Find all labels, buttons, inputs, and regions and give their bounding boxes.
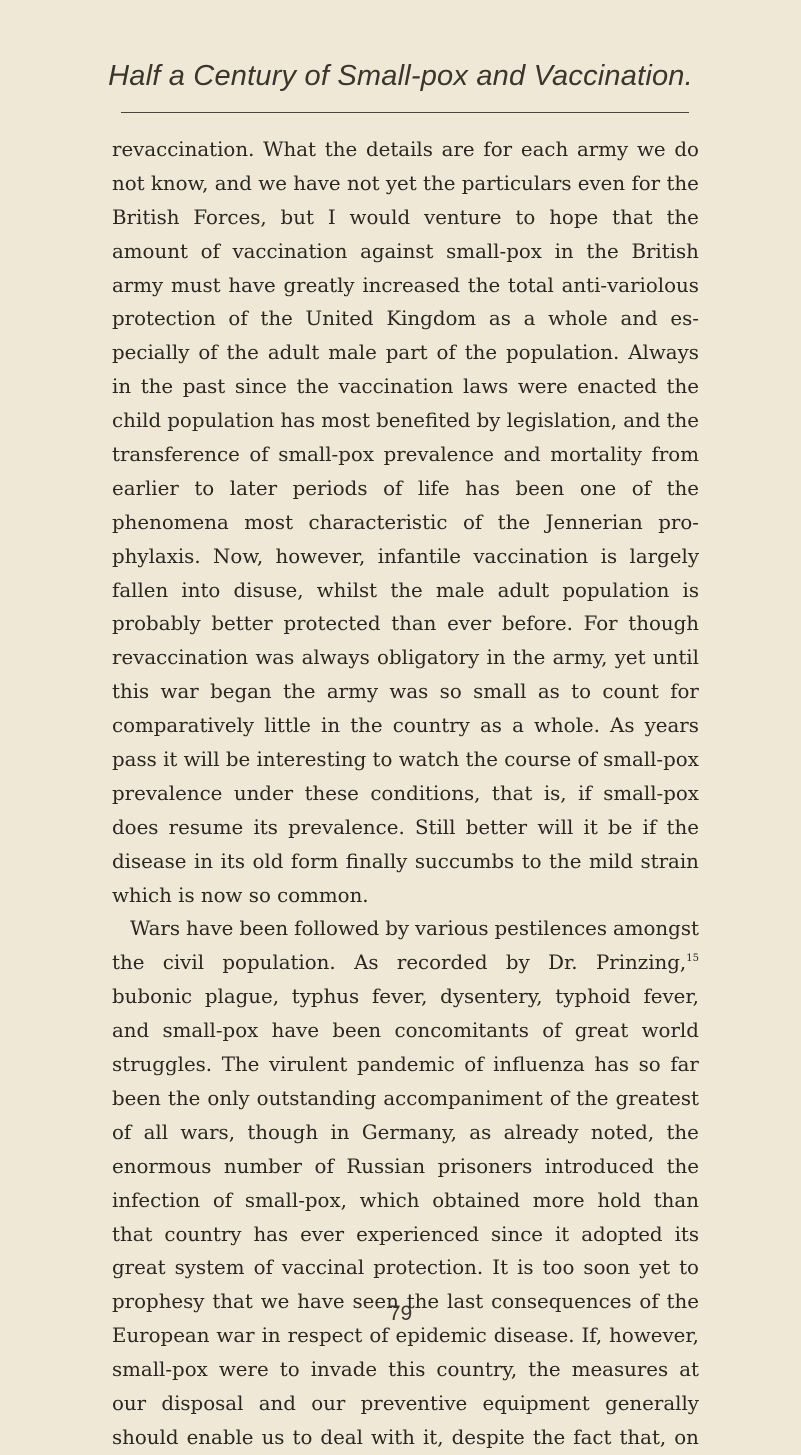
text-line: phylaxis. Now, however, infantile vaccination is largely bbox=[112, 544, 699, 568]
text-line: earlier to later periods of life has been one of the bbox=[112, 476, 699, 500]
text-line: not know, and we have not yet the particulars even for the bbox=[112, 171, 699, 195]
text-line: of all wars, though in Germany, as already noted, the bbox=[112, 1120, 699, 1144]
text-line: child population has most benefited by legislation, and the bbox=[112, 409, 699, 433]
text-line: should enable us to deal with it, despite the fact that, on bbox=[112, 1425, 699, 1449]
text-line: small-pox were to invade this country, the measures at bbox=[112, 1358, 699, 1382]
text-line: infection of small-pox, which obtained more hold than bbox=[112, 1188, 699, 1212]
text-line: great system of vaccinal protection. It is too soon yet to bbox=[112, 1256, 699, 1280]
body-text bbox=[112, 133, 699, 1455]
text-line: in the past since the vaccination laws were enacted the bbox=[112, 375, 699, 399]
text-line: European war in respect of epidemic disease. If, however, bbox=[112, 1324, 699, 1348]
text-line: revaccination. What the details are for each army we do bbox=[112, 138, 699, 161]
page-number: 79 bbox=[388, 1302, 413, 1325]
text-line: probably better protected than ever before. For though bbox=[112, 612, 699, 636]
text-line: prophesy that we have seen the last consequences of the bbox=[112, 1290, 699, 1314]
text-line: prevalence under these conditions, that is, if small-pox bbox=[112, 781, 699, 805]
text-line: transference of small-pox prevalence and mortality from bbox=[112, 443, 699, 467]
text-line: pecially of the adult male part of the population. Always bbox=[112, 341, 699, 365]
text-line: fallen into disuse, whilst the male adult population is bbox=[112, 578, 699, 602]
text-line: amount of vaccination against small-pox in the British bbox=[112, 239, 699, 263]
text-line: and small-pox have been concomitants of great world bbox=[112, 1019, 699, 1043]
running-head: Half a Century of Small-pox and Vaccination. bbox=[108, 60, 693, 92]
text-line: struggles. The virulent pandemic of influenza has so far bbox=[112, 1053, 699, 1077]
text-line: bubonic plague, typhus fever, dysentery, typhoid fever, bbox=[112, 985, 699, 1009]
text-line: this war began the army was so small as to count for bbox=[112, 680, 699, 704]
text-line: disease in its old form finally succumbs to the mild strain bbox=[112, 849, 699, 873]
text-line: the civil population. As recorded by Dr. Prinzing,$^{15}$ bbox=[112, 951, 699, 975]
text-line: comparatively little in the country as a whole. As years bbox=[112, 714, 699, 738]
header-rule bbox=[121, 112, 689, 113]
text-line: British Forces, but I would venture to hope that the bbox=[112, 205, 699, 229]
text-line: enormous number of Russian prisoners introduced the bbox=[112, 1154, 699, 1178]
footnote-marker[interactable]: 15 bbox=[686, 953, 699, 965]
text-line: protection of the United Kingdom as a whole and es- bbox=[112, 307, 699, 331]
text-line: been the only outstanding accompaniment of the greatest bbox=[112, 1086, 699, 1110]
text-line: which is now so common. bbox=[112, 883, 369, 907]
text-line: that country has ever experienced since it adopted its bbox=[112, 1222, 699, 1246]
text-line: pass it will be interesting to watch the course of small-pox bbox=[112, 748, 699, 772]
text-line: our disposal and our preventive equipment generally bbox=[112, 1391, 699, 1415]
text-line: army must have greatly increased the total anti-variolous bbox=[112, 273, 699, 297]
text-line: revaccination was always obligatory in the army, yet until bbox=[112, 646, 699, 670]
text-line: does resume its prevalence. Still better will it be if the bbox=[112, 815, 699, 839]
text-line: Wars have been followed by various pestilences amongst bbox=[130, 917, 699, 941]
text-line: phenomena most characteristic of the Jennerian pro- bbox=[112, 510, 699, 534]
